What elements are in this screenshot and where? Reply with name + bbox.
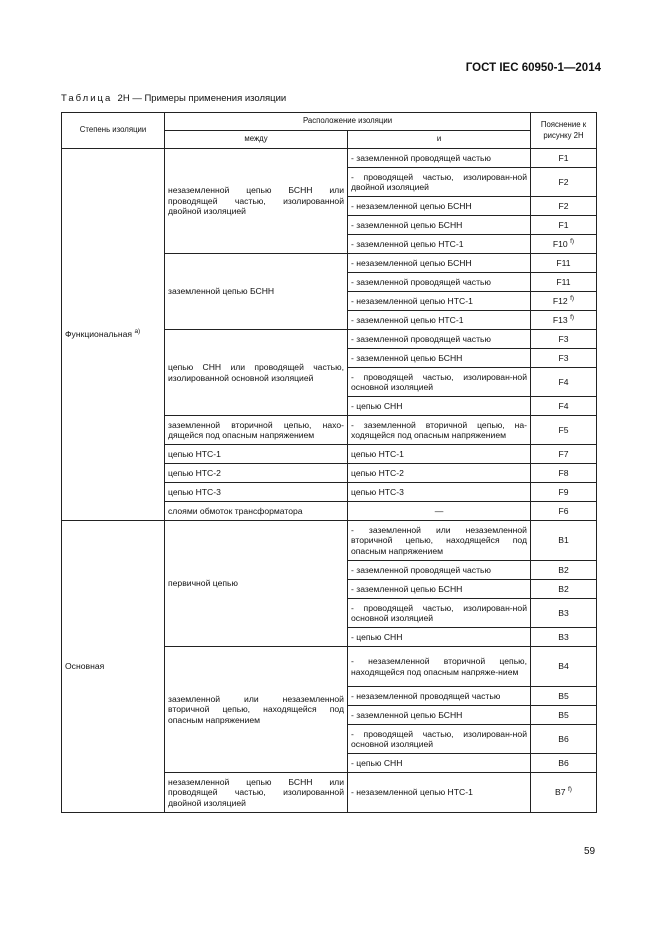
- between-cell: цепью НТС-3: [165, 483, 348, 502]
- figure-ref: В3: [531, 599, 597, 628]
- figure-ref: F1: [531, 216, 597, 235]
- and-cell: - заземленной цепью БСНН: [348, 216, 531, 235]
- and-cell: - цепью СНН: [348, 754, 531, 773]
- table-caption: [61, 93, 286, 104]
- col-header-location: Расположение изоляции: [165, 113, 531, 131]
- between-cell: цепью НТС-2: [165, 464, 348, 483]
- and-cell: - заземленной проводящей частью: [348, 330, 531, 349]
- table-row: [62, 149, 597, 168]
- figure-ref: F12 $^{f)}$: [531, 292, 597, 311]
- between-cell: заземленной вторичной цепью, нахо-дящейся под опасным напряжением: [165, 416, 348, 445]
- and-cell: - заземленной цепью НТС-1: [348, 235, 531, 254]
- figure-ref: F3: [531, 330, 597, 349]
- page-number: 59: [584, 846, 596, 857]
- figure-ref: F13 $^{f)}$: [531, 311, 597, 330]
- degree-basic: Основная: [62, 521, 165, 813]
- between-cell: первичной цепью: [165, 521, 348, 647]
- and-cell: - заземленной проводящей частью: [348, 273, 531, 292]
- and-cell: - заземленной цепью БСНН: [348, 580, 531, 599]
- and-cell: - незаземленной цепью БСНН: [348, 254, 531, 273]
- and-cell: - цепью СНН: [348, 397, 531, 416]
- between-cell: заземленной цепью БСНН: [165, 254, 348, 330]
- figure-ref: В4: [531, 647, 597, 687]
- and-cell: - проводящей частью, изолирован-ной основной изоляцией: [348, 725, 531, 754]
- caption-title: — Примеры применения изоляции: [132, 93, 287, 104]
- and-cell: - проводящей частью, изолирован-ной основной изоляцией: [348, 368, 531, 397]
- table-row: [62, 521, 597, 561]
- between-cell: незаземленной цепью БСНН или проводящей частью, изолированной двойной изоляцией: [165, 149, 348, 254]
- figure-ref: F8: [531, 464, 597, 483]
- and-cell: цепью НТС-3: [348, 483, 531, 502]
- and-cell: - незаземленной цепью НТС-1: [348, 773, 531, 813]
- col-header-and: и: [348, 131, 531, 149]
- and-cell: - заземленной или незаземленной вторичной цепью, находящейся под опасным напряжением: [348, 521, 531, 561]
- figure-ref: В1: [531, 521, 597, 561]
- figure-ref: F9: [531, 483, 597, 502]
- figure-ref: В2: [531, 561, 597, 580]
- figure-ref: F1: [531, 149, 597, 168]
- figure-ref: F6: [531, 502, 597, 521]
- and-cell: - проводящей частью, изолирован-ной двойной изоляцией: [348, 168, 531, 197]
- and-cell: - заземленной проводящей частью: [348, 561, 531, 580]
- figure-ref: В3: [531, 628, 597, 647]
- footnote-ref: а): [134, 328, 141, 336]
- and-cell: - заземленной цепью БСНН: [348, 349, 531, 368]
- figure-ref: F11: [531, 254, 597, 273]
- figure-ref: F3: [531, 349, 597, 368]
- figure-ref: F4: [531, 368, 597, 397]
- and-cell: цепью НТС-1: [348, 445, 531, 464]
- caption-label: Таблица: [61, 93, 113, 104]
- and-cell: - заземленной цепью НТС-1: [348, 311, 531, 330]
- and-cell: - заземленной цепью БСНН: [348, 706, 531, 725]
- and-cell: - незаземленной проводящей частью: [348, 687, 531, 706]
- figure-ref: F2: [531, 168, 597, 197]
- figure-ref: F5: [531, 416, 597, 445]
- figure-ref: В2: [531, 580, 597, 599]
- document-id: ГОСТ IEC 60950-1—2014: [465, 62, 601, 74]
- figure-ref: В5: [531, 706, 597, 725]
- and-cell: - проводящей частью, изолирован-ной основной изоляцией: [348, 599, 531, 628]
- between-cell: заземленной или незаземленной вторичной цепью, находящейся под опасным напряжением: [165, 647, 348, 773]
- figure-ref: F4: [531, 397, 597, 416]
- and-cell: - заземленной проводящей частью: [348, 149, 531, 168]
- between-cell: цепью СНН или проводящей частью, изолированной основной изоляцией: [165, 330, 348, 416]
- figure-ref: В5: [531, 687, 597, 706]
- and-cell: —: [348, 502, 531, 521]
- between-cell: незаземленной цепью БСНН или проводящей частью, изолированной двойной изоляцией: [165, 773, 348, 813]
- col-header-between: между: [165, 131, 348, 149]
- figure-ref: В7 $^{f)}$: [531, 773, 597, 813]
- col-header-degree: Степень изоляции: [62, 113, 165, 149]
- figure-ref: F11: [531, 273, 597, 292]
- between-cell: цепью НТС-1: [165, 445, 348, 464]
- insulation-table: [61, 112, 597, 813]
- and-cell: - заземленной вторичной цепью, на-ходящейся под опасным напряжением: [348, 416, 531, 445]
- caption-number: 2Н: [117, 93, 130, 104]
- figure-ref: В6: [531, 754, 597, 773]
- between-cell: слоями обмоток трансформатора: [165, 502, 348, 521]
- figure-ref: F2: [531, 197, 597, 216]
- and-cell: - незаземленной цепью БСНН: [348, 197, 531, 216]
- and-cell: - незаземленной цепью НТС-1: [348, 292, 531, 311]
- degree-functional: Функциональная $^{а)}$: [62, 149, 165, 521]
- figure-ref: F10 $^{f)}$: [531, 235, 597, 254]
- and-cell: - незаземленной вторичной цепью, находящейся под опасным напряже-нием: [348, 647, 531, 687]
- figure-ref: F7: [531, 445, 597, 464]
- col-header-explanation: Пояснение к рисунку 2Н: [531, 113, 597, 149]
- and-cell: - цепью СНН: [348, 628, 531, 647]
- and-cell: цепью НТС-2: [348, 464, 531, 483]
- figure-ref: В6: [531, 725, 597, 754]
